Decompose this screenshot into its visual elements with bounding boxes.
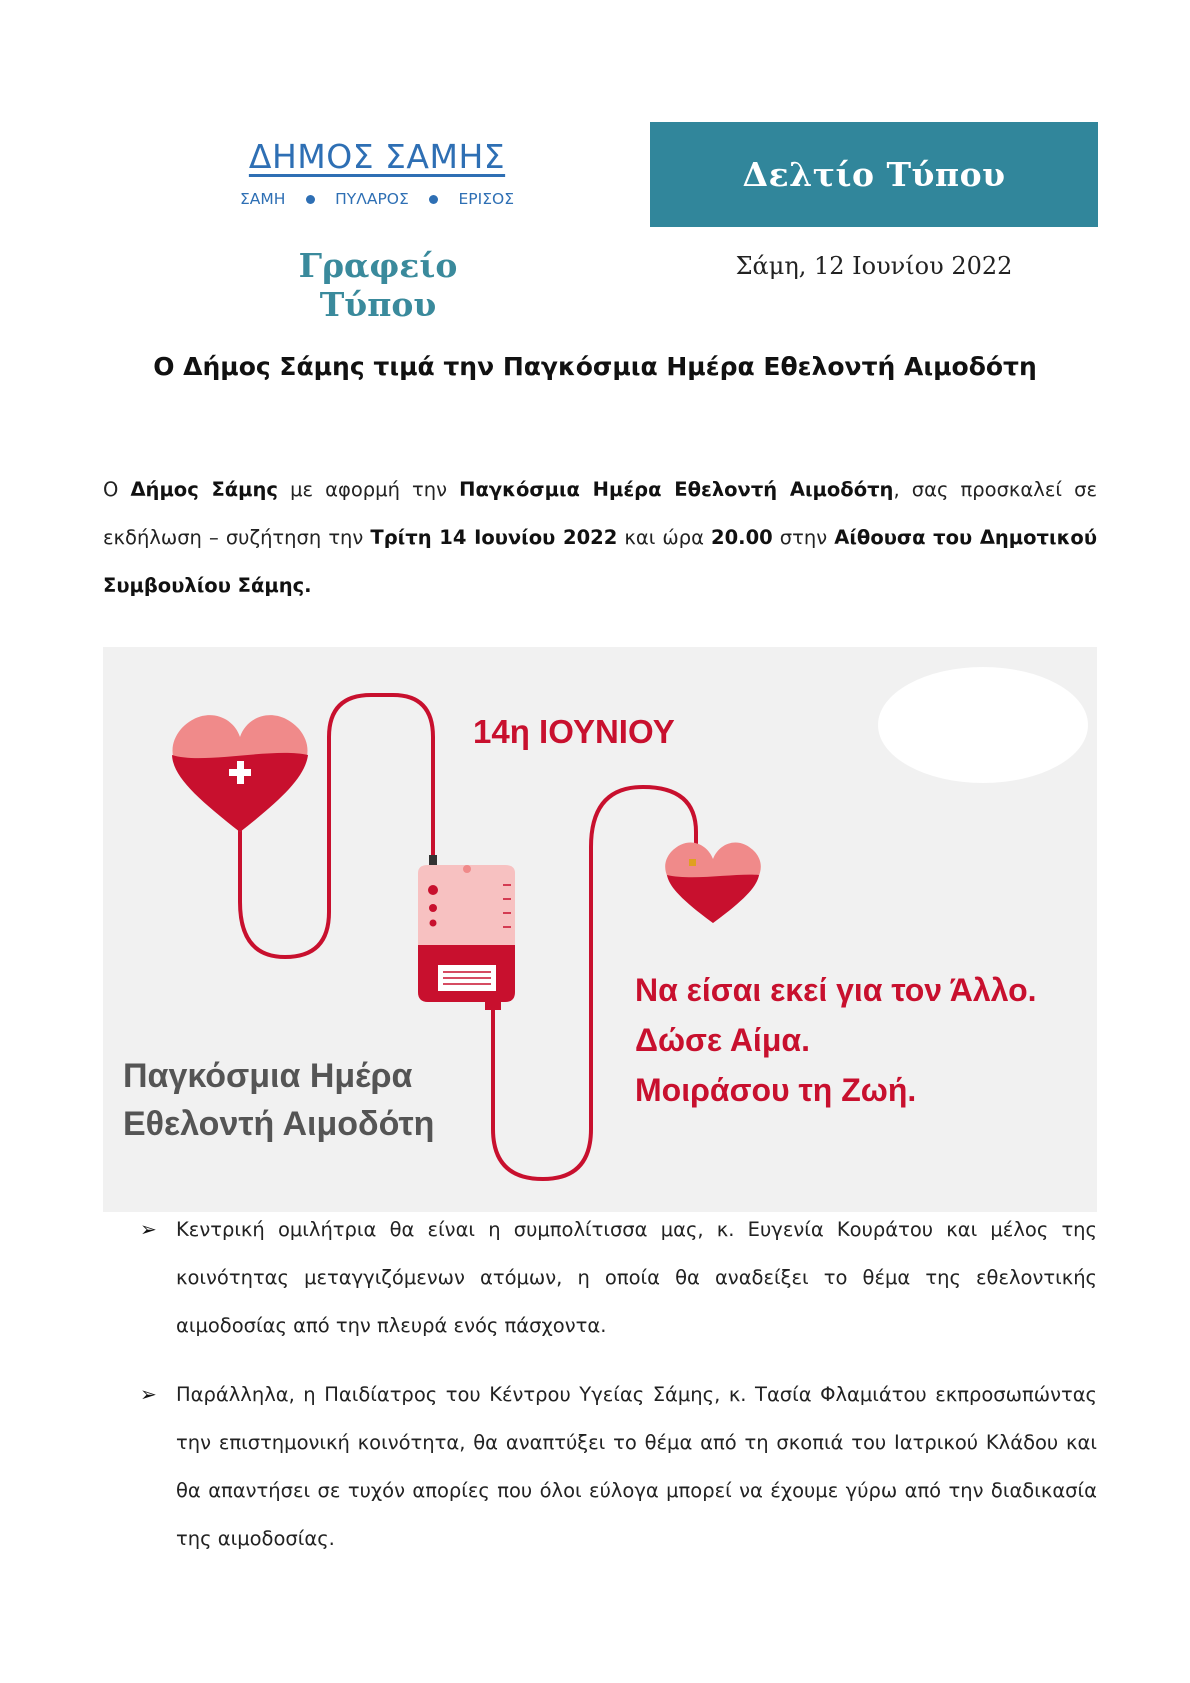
locality-name: ΕΡΙΣΟΣ <box>458 190 514 208</box>
intro-bold: 20.00 <box>711 526 773 549</box>
press-release-banner <box>650 122 1098 227</box>
locality-name: ΣΑΜΗ <box>240 190 286 208</box>
intro-text: Ο <box>103 478 131 501</box>
bullet-dot-icon <box>306 195 315 204</box>
intro-bold: Αίθουσα του Δημοτικού Συμβουλίου Σάμης. <box>103 526 1097 597</box>
headline: Ο Δήμος Σάμης τιμά την Παγκόσμια Ημέρα Εθελοντή Αιμοδότη <box>153 352 1037 381</box>
list-item <box>140 1206 1097 1350</box>
intro-text: και ώρα <box>617 526 712 549</box>
localities-line <box>240 190 514 208</box>
press-office-title: Γραφείο Τύπου <box>298 246 458 324</box>
municipality-title: ΔΗΜΟΣ ΣΑΜΗΣ <box>248 137 506 176</box>
bullet-dot-icon <box>429 195 438 204</box>
intro-bold: Παγκόσμια Ημέρα Εθελοντή Αιμοδότη <box>459 478 894 501</box>
arrow-bullet-icon: ➢ <box>140 1384 157 1406</box>
blood-donation-poster <box>103 647 1097 1212</box>
poster-date: 14η ΙΟΥΝΙΟΥ <box>473 713 675 750</box>
poster-title-line: Εθελοντή Αιμοδότη <box>123 1105 435 1143</box>
arrow-bullet-icon: ➢ <box>140 1219 157 1241</box>
list-item <box>140 1371 1097 1563</box>
release-date: Σάμη, 12 Ιουνίου 2022 <box>735 252 1013 280</box>
list-item-text: Παράλληλα, η Παιδίατρος του Κέντρου Υγείας Σάμης, κ. Τασία Φλαμιάτου εκπροσωπώντας την επιστημονική κοινότητα, θα αναπτύξει το θέμα από τη σκοπιά του Ιατρικού Κλάδου και θα απαντήσει σε τυχόν απορίες που όλοι εύλογα μπορεί να έχουμε γύρω από την διαδικασία της αιμοδοσίας. <box>176 1383 1097 1550</box>
intro-text: στην <box>772 526 835 549</box>
blood-bag-icon <box>418 855 515 1010</box>
intro-text: με αφορμή την <box>277 478 460 501</box>
poster-slogan-line: Δώσε Αίμα. <box>635 1022 810 1058</box>
intro-text: , σας προσκαλεί σε εκδήλωση – συζήτηση την <box>103 478 1097 549</box>
press-release-label: Δελτίο Τύπου <box>742 155 1006 194</box>
poster-title-line: Παγκόσμια Ημέρα <box>123 1057 413 1095</box>
blur-patch <box>878 667 1088 783</box>
poster-slogan-line: Μοιράσου τη Ζωή. <box>635 1072 917 1108</box>
intro-bold: Τρίτη 14 Ιουνίου 2022 <box>370 526 618 549</box>
poster-slogan-line: Να είσαι εκεί για τον Άλλο. <box>635 972 1037 1008</box>
intro-bold: Δήμος Σάμης <box>130 478 278 501</box>
list-item-text: Κεντρική ομιλήτρια θα είναι η συμπολίτισσα μας, κ. Ευγενία Κουράτου και μέλος της κοινότητας μεταγγιζόμενων ατόμων, η οποία θα αναδείξει το θέμα της εθελοντικής αιμοδοσίας από την πλευρά ενός πάσχοντα. <box>176 1218 1097 1337</box>
locality-name: ΠΥΛΑΡΟΣ <box>335 190 409 208</box>
intro-paragraph <box>103 466 1097 610</box>
